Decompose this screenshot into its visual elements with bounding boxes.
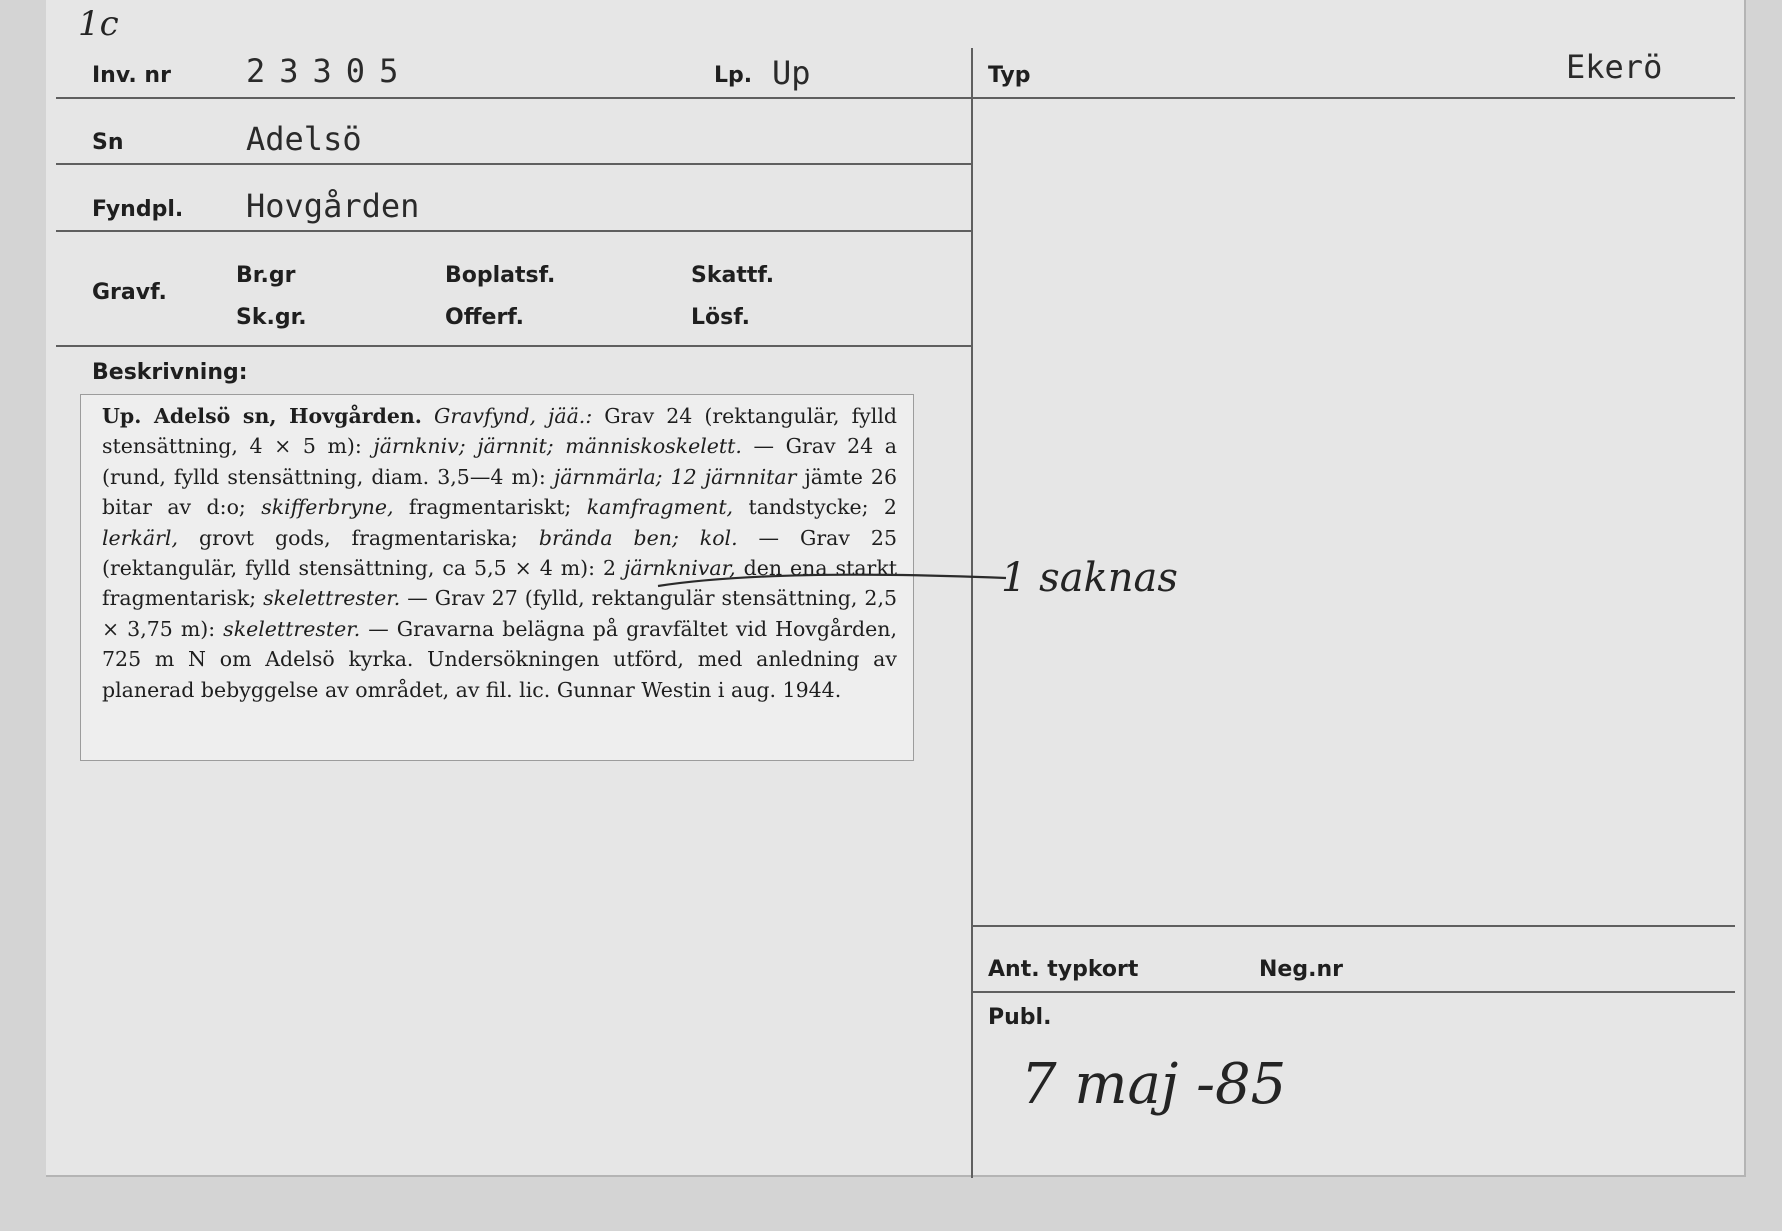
description-italic-segment: Gravfynd, jää.: [433, 404, 593, 428]
annotation-pointer [656, 560, 1016, 590]
losf-label: Lösf. [691, 305, 750, 330]
skattf-label: Skattf. [691, 263, 775, 288]
brgr-label: Br.gr [236, 263, 296, 288]
row-divider [973, 97, 1735, 99]
description-text-segment: — Grav 24 a (rund, fylld stensättning, diam. 3,5—4 m): [102, 434, 897, 489]
row-divider [56, 163, 971, 165]
row-divider [56, 97, 971, 99]
publ-label: Publ. [988, 1005, 1052, 1030]
boplatsf-label: Boplatsf. [445, 263, 556, 288]
description-text-segment: fragmentariskt; [393, 495, 587, 520]
row-divider [56, 345, 971, 347]
description-italic-segment: kamfragment, [586, 495, 734, 520]
annotation-saknas: 1 saknas [1001, 555, 1178, 601]
description-text-segment: den ena starkt fragmentarisk; [102, 556, 897, 611]
description-text-segment: jämte 26 bitar av d:o; [102, 464, 897, 520]
beskrivning-label: Beskrivning: [92, 360, 248, 385]
description-text-segment: — Grav 27 (fylld, rektangulär stensättning, 2,5 × 3,75 m): [102, 586, 897, 641]
center-divider [971, 48, 973, 1178]
lp-value: Up [772, 54, 811, 92]
sn-value: Adelsö [246, 120, 362, 158]
description-italic-segment: skifferbryne, [261, 495, 394, 520]
row-divider [56, 230, 971, 232]
row-divider [973, 991, 1735, 993]
row-divider [973, 925, 1735, 927]
description-text-segment: — Grav 25 (rektangulär, fylld stensättning, ca 5,5 × 4 m): 2 [102, 525, 897, 581]
typ-label: Typ [988, 63, 1031, 88]
description-text-segment: tandstycke; 2 [733, 495, 897, 520]
description-italic-segment: brända ben; kol. [538, 525, 738, 550]
description-italic-segment: järnmärla; 12 järnnitar [553, 464, 797, 489]
sn-label: Sn [92, 130, 124, 155]
region-value: Ekerö [1566, 48, 1663, 86]
description-text-segment: — Gravarna belägna på gravfältet vid Hovgården, 725 m N om Adelsö kyrka. Undersökningen utförd, med anledning av planerad bebyggelse av området, av fil. lic. Gunnar Westin i aug. 1944. [102, 616, 898, 702]
neg-nr-label: Neg.nr [1259, 957, 1343, 982]
description-italic-segment: järnkniv; järnnit; människoskelett. [373, 434, 742, 459]
fyndpl-label: Fyndpl. [92, 197, 184, 222]
description-lead: Up. Adelsö sn, Hovgården. [102, 404, 422, 428]
ant-typkort-label: Ant. typkort [988, 957, 1139, 982]
description-italic-segment: skelettrester. [263, 586, 401, 611]
description-text-segment: grovt gods, fragmentariska; [178, 525, 539, 550]
description-italic-segment: skelettrester. [223, 616, 361, 641]
description-italic-segment: järnknivar, [624, 556, 736, 581]
skgr-label: Sk.gr. [236, 305, 307, 330]
inv-nr-value: 23305 [246, 52, 413, 90]
gravf-label: Gravf. [92, 280, 167, 305]
handwritten-date: 7 maj -85 [1021, 1052, 1287, 1117]
inv-nr-label: Inv. nr [92, 63, 171, 88]
lp-label: Lp. [714, 63, 753, 88]
offerf-label: Offerf. [445, 305, 525, 330]
description-italic-segment: lerkärl, [102, 525, 179, 550]
corner-note: 1c [78, 4, 119, 44]
fyndpl-value: Hovgården [246, 187, 420, 225]
catalog-card [46, 0, 1746, 1177]
description-text-segment: Grav 24 (rektangulär, fylld stensättning, 4 × 5 m): [102, 404, 897, 459]
